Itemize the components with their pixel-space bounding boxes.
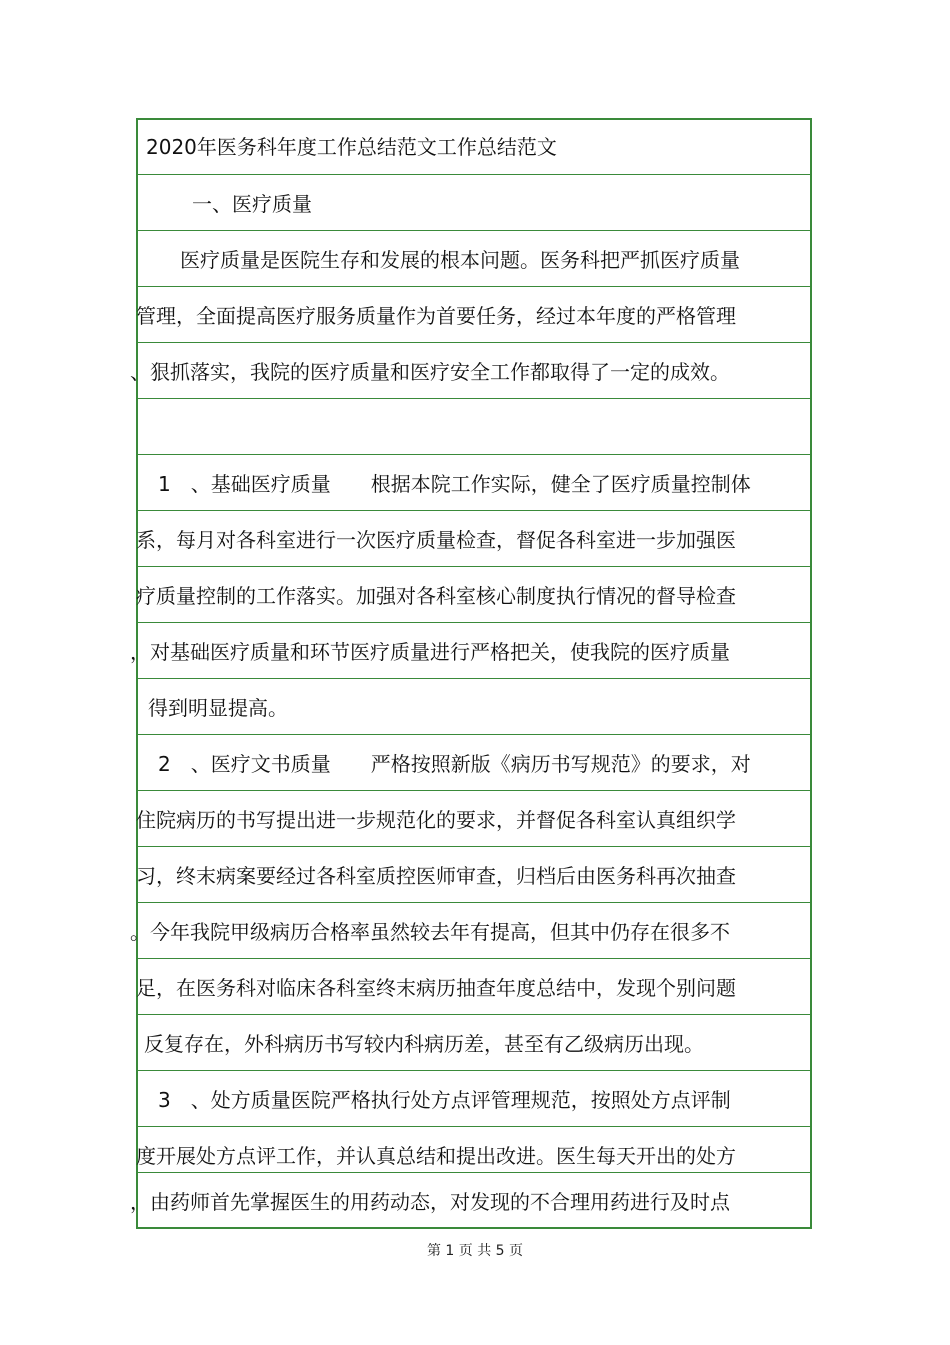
text-row: [130, 622, 812, 678]
paragraph-line: 足，在医务科对临床各科室终末病历抽查年度总结中，发现个别问题: [136, 976, 736, 1000]
paragraph-line: 反复存在，外科病历书写较内科病历差，甚至有乙级病历出现。: [144, 1032, 704, 1056]
text-row: [136, 790, 812, 846]
paragraph-line: 系，每月对各科室进行一次医疗质量检查，督促各科室进一步加强医: [136, 528, 736, 552]
paragraph-line: 疗质量控制的工作落实。加强对各科室核心制度执行情况的督导检查: [136, 584, 736, 608]
text-row: [136, 510, 812, 566]
paragraph-line: 。今年我院甲级病历合格率虽然较去年有提高，但其中仍存在很多不: [130, 920, 730, 944]
text-row: [136, 230, 812, 286]
paragraph-line: 1 、基础医疗质量 根据本院工作实际，健全了医疗质量控制体: [158, 472, 751, 496]
text-row: [136, 958, 812, 1014]
text-row: [130, 902, 812, 958]
section-heading: 一、医疗质量: [192, 192, 312, 216]
paragraph-line: 得到明显提高。: [148, 696, 288, 720]
paragraph-line: ，由药师首先掌握医生的用药动态，对发现的不合理用药进行及时点: [130, 1190, 730, 1214]
paragraph-line: 医疗质量是医院生存和发展的根本问题。医务科把严抓医疗质量: [180, 248, 740, 272]
text-row: [136, 566, 812, 622]
text-row: [136, 1014, 812, 1070]
text-row: [136, 846, 812, 902]
text-row: [136, 118, 812, 174]
text-row: [136, 454, 812, 510]
document-title: 2020年医务科年度工作总结范文工作总结范文: [146, 135, 557, 159]
text-row: [136, 678, 812, 734]
paragraph-line: 习，终末病案要经过各科室质控医师审查，归档后由医务科再次抽查: [136, 864, 736, 888]
text-row: [136, 734, 812, 790]
text-row: [130, 1172, 812, 1228]
text-row: [136, 174, 812, 230]
paragraph-line: 2 、医疗文书质量 严格按照新版《病历书写规范》的要求，对: [158, 752, 751, 776]
paragraph-line: 3 、处方质量医院严格执行处方点评管理规范，按照处方点评制: [158, 1088, 731, 1112]
page-number: 第 1 页 共 5 页: [426, 1243, 524, 1259]
paragraph-line: 住院病历的书写提出进一步规范化的要求，并督促各科室认真组织学: [136, 808, 736, 832]
text-row: [136, 1070, 812, 1126]
paragraph-line: 管理，全面提高医疗服务质量作为首要任务，经过本年度的严格管理: [136, 304, 736, 328]
text-row: [130, 342, 812, 398]
paragraph-line: ，对基础医疗质量和环节医疗质量进行严格把关，使我院的医疗质量: [130, 640, 730, 664]
text-row: [136, 286, 812, 342]
empty-row: [136, 398, 812, 454]
paragraph-line: 度开展处方点评工作，并认真总结和提出改进。医生每天开出的处方: [136, 1144, 736, 1168]
paragraph-line: 、狠抓落实，我院的医疗质量和医疗安全工作都取得了一定的成效。: [130, 360, 730, 384]
